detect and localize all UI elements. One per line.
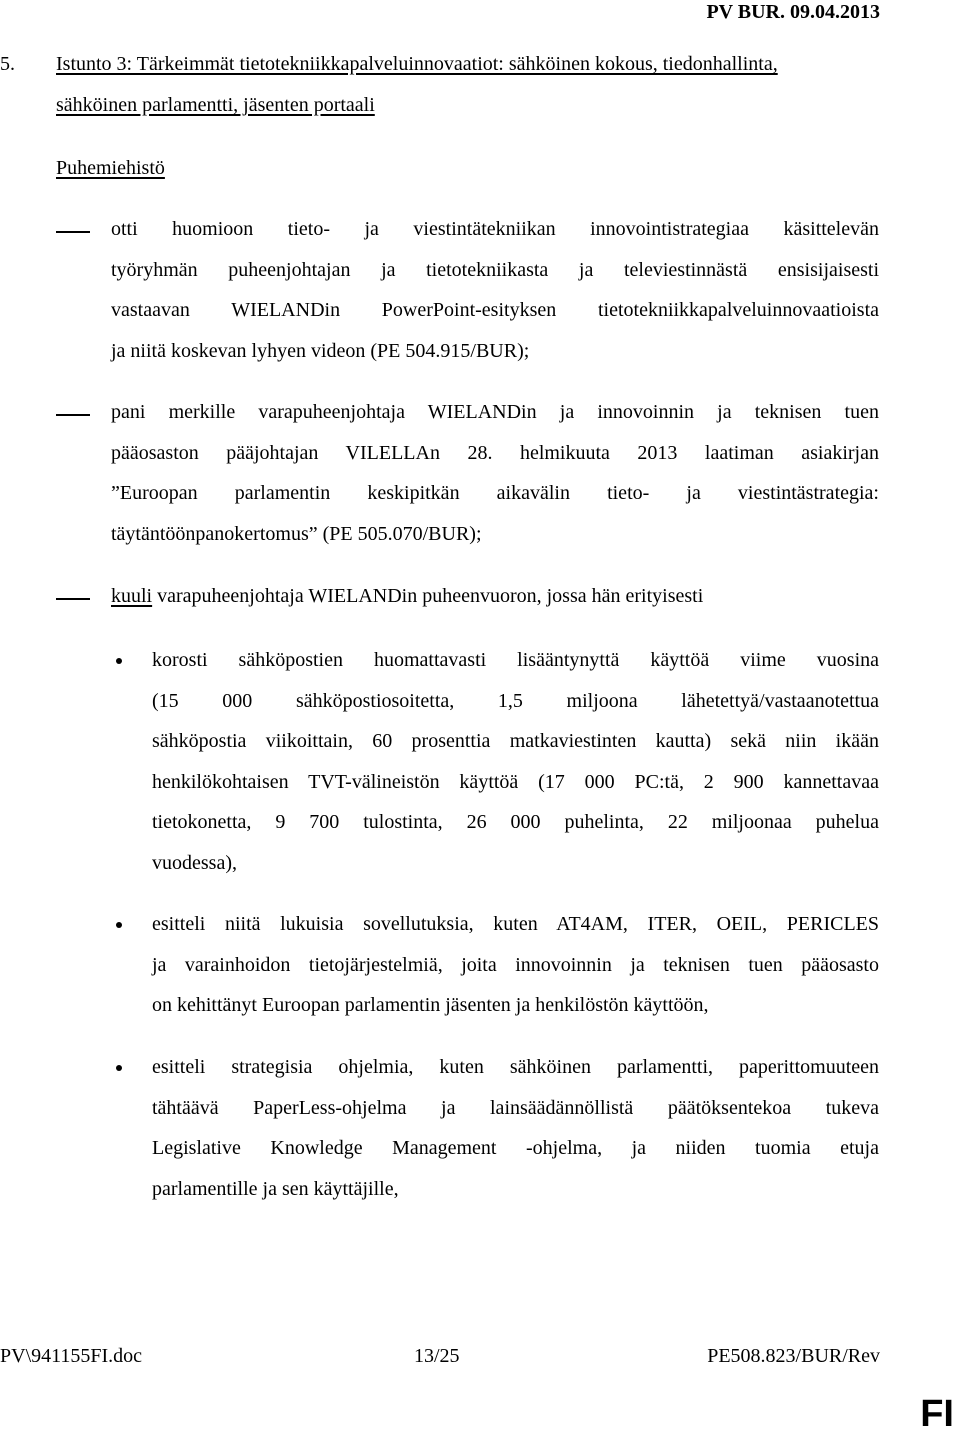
item-text-line: ja niitä koskevan lyhyen videon (PE 504.915/BUR); [111, 339, 530, 362]
item-verb: kuuli [111, 585, 153, 607]
bullet-item-strategic-programmes [152, 1047, 879, 1209]
bullet-icon [116, 922, 122, 928]
item-text-line: ”Euroopan parlamentin keskipitkän aikavälin tieto- ja viestintästrategia: [111, 482, 879, 504]
body-label: Puhemiehistö [56, 157, 165, 179]
bullet-text-line: vuodessa), [152, 851, 237, 874]
bullet-text-line: Legislative Knowledge Management -ohjelma, ja niiden tuomia etuja [152, 1137, 879, 1159]
item-text-line: vastaavan WIELANDin PowerPoint-esityksen tietotekniikkapalveluinnovaatioista [111, 299, 879, 321]
bullet-text-line: tähtäävä PaperLess-ohjelma ja lainsäädännöllistä päätöksentekoa tukeva [152, 1096, 879, 1119]
dash-marker [56, 598, 90, 600]
footer-document-reference: PE508.823/BUR/Rev [707, 1345, 880, 1367]
document-reference-header: PV BUR. 09.04.2013 [706, 1, 880, 23]
item-text-rest: varapuheenjohtaja WIELANDin puheenvuoron, jossa hän erityisesti [152, 585, 704, 607]
agenda-item-took-note [111, 392, 879, 554]
language-code: FI [920, 1393, 954, 1435]
bullet-text-line: henkilökohtaisen TVT-välineistön käyttöä (17 000 PC:tä, 2 900 kannettavaa [152, 770, 879, 793]
bullet-text-line: ja varainhoidon tietojärjestelmiä, joita innovoinnin ja teknisen tuen pääosasto [152, 953, 879, 976]
footer-page-number: 13/25 [414, 1345, 460, 1367]
item-text-line: pani merkille varapuheenjohtaja WIELANDin ja innovoinnin ja teknisen tuen [111, 401, 879, 423]
bullet-text-line: esitteli niitä lukuisia sovellutuksia, kuten AT4AM, ITER, OEIL, PERICLES [152, 913, 879, 935]
section-title-line-2: sähköinen parlamentti, jäsenten portaali [56, 94, 375, 116]
agenda-item-heard [111, 576, 879, 617]
item-text-line: työryhmän puheenjohtajan ja tietotekniikasta ja televiestinnästä ensisijaisesti [111, 258, 879, 281]
bullet-text-line: sähköpostia viikoittain, 60 prosenttia matkaviestinten kautta) sekä niin ikään [152, 730, 879, 752]
bullet-text-line: korosti sähköpostien huomattavasti lisääntynyttä käyttöä viime vuosina [152, 649, 879, 671]
footer-file-name: PV\941155FI.doc [0, 1345, 143, 1367]
item-text-line: otti huomioon tieto- ja viestintätekniikan innovointistrategiaa käsittelevän [111, 218, 879, 240]
dash-marker [56, 414, 90, 416]
bullet-item-email-usage [152, 640, 879, 883]
bullet-icon [116, 1065, 122, 1071]
item-text-line: täytäntöönpanokertomus” (PE 505.070/BUR); [111, 522, 482, 545]
item-text-line: pääosaston pääjohtajan VILELLAn 28. helmikuuta 2013 laatiman asiakirjan [111, 441, 879, 464]
bullet-text-line: tietokonetta, 9 700 tulostinta, 26 000 puhelinta, 22 miljoonaa puhelua [152, 811, 879, 833]
bullet-text-line: esitteli strategisia ohjelmia, kuten sähköinen parlamentti, paperittomuuteen [152, 1056, 879, 1078]
bullet-text-line: on kehittänyt Euroopan parlamentin jäsenten ja henkilöstön käyttöön, [152, 994, 709, 1016]
dash-marker [56, 231, 90, 233]
bullet-icon [116, 658, 122, 664]
section-number: 5. [0, 53, 15, 75]
bullet-text-line: (15 000 sähköpostiosoitetta, 1,5 miljoona lähetettyä/vastaanotettua [152, 689, 879, 712]
bullet-item-applications [152, 904, 879, 1026]
agenda-item-noted [111, 209, 879, 371]
section-title-line-1: Istunto 3: Tärkeimmät tietotekniikkapalveluinnovaatiot: sähköinen kokous, tiedonhallinta, [56, 53, 778, 75]
bullet-text-line: parlamentille ja sen käyttäjille, [152, 1177, 399, 1200]
